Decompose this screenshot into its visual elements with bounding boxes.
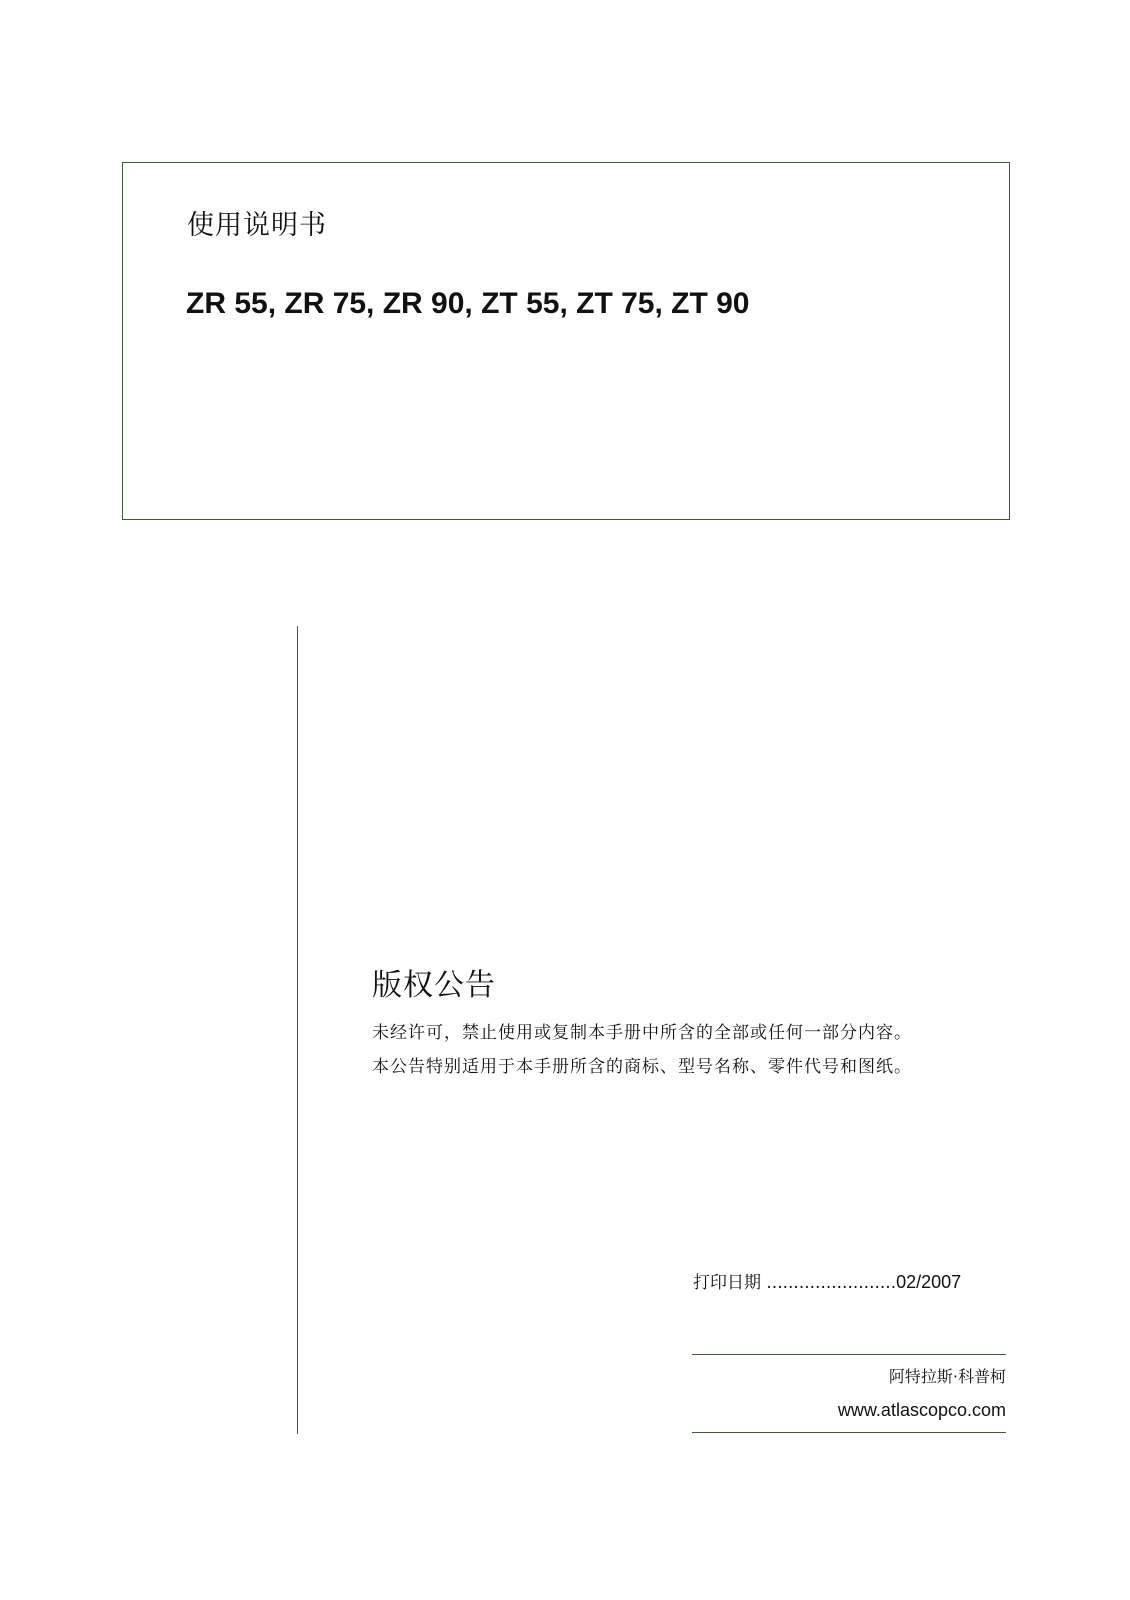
copyright-heading: 版权公告 xyxy=(372,968,496,1003)
footer-divider-top xyxy=(692,1354,1006,1355)
print-date xyxy=(693,1268,961,1293)
title-box xyxy=(122,162,1010,520)
footer-divider-bottom xyxy=(692,1432,1006,1433)
copyright-line: 未经许可，禁止使用或复制本手册中所含的全部或任何一部分内容。 xyxy=(372,1023,912,1043)
model-list: ZR 55, ZR 75, ZR 90, ZT 55, ZT 75, ZT 90 xyxy=(186,287,750,320)
print-date-value: 02/2007 xyxy=(896,1272,962,1292)
print-date-label: 打印日期 ........................ xyxy=(693,1273,897,1293)
vertical-divider xyxy=(297,626,298,1434)
company-name: 阿特拉斯·科普柯 xyxy=(888,1367,1006,1386)
website-link[interactable]: www.atlascopco.com xyxy=(837,1400,1006,1420)
copyright-line: 本公告特别适用于本手册所含的商标、型号名称、零件代号和图纸。 xyxy=(372,1057,912,1077)
document-type-title: 使用说明书 xyxy=(187,210,327,241)
copyright-notice xyxy=(372,960,992,1084)
